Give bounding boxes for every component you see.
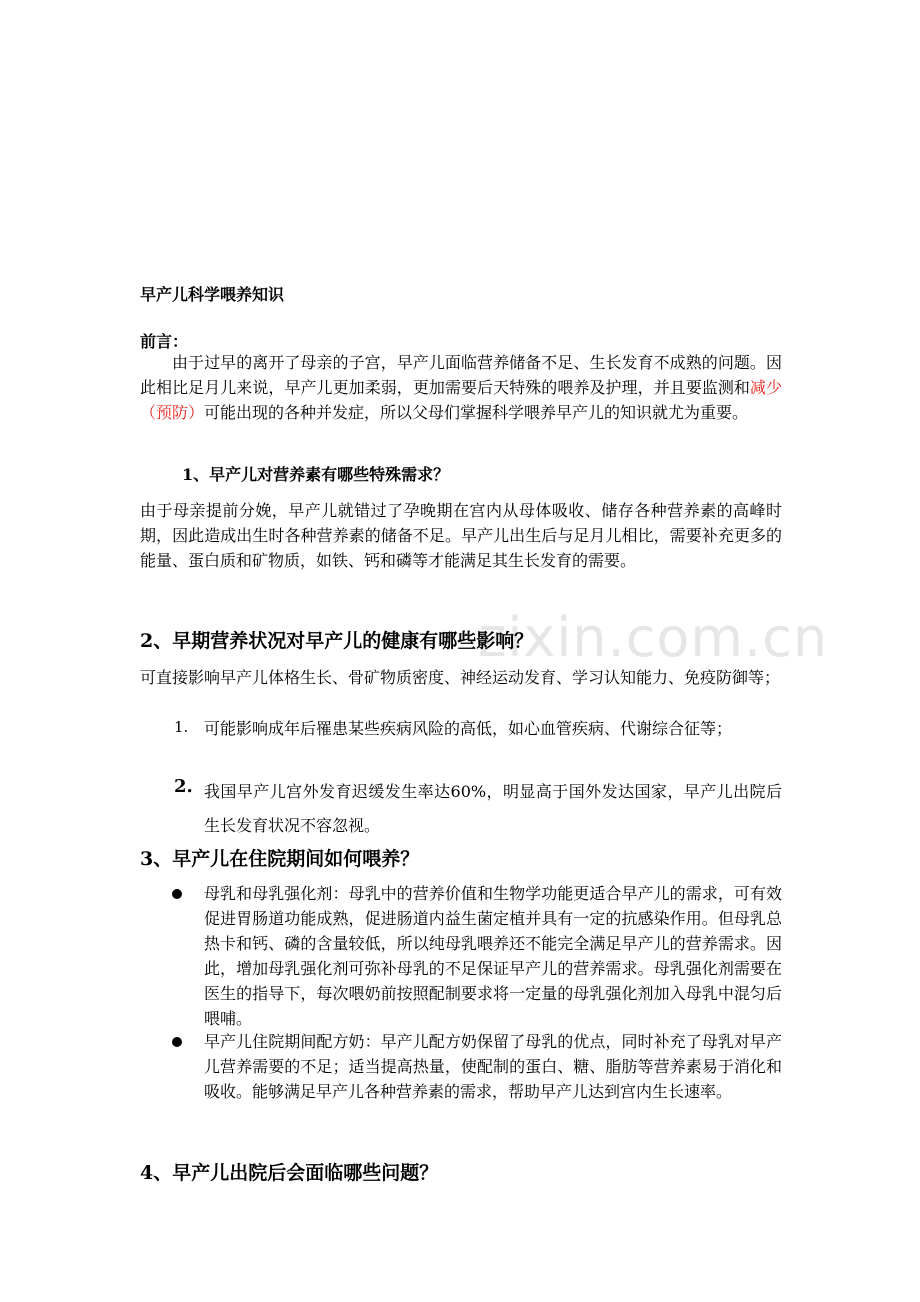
- list-number: 2.: [174, 776, 193, 797]
- section3-bullet-item: [140, 1029, 782, 1104]
- bullet-item-text: 母乳和母乳强化剂：母乳中的营养价值和生物学功能更适合早产儿的需求，可有效促进胃肠道功能成熟，促进肠道内益生菌定植并具有一定的抗感染作用。但母乳总热卡和钙、磷的含量较低，所以纯母乳喂养还不能完全满足早产儿的营养需求。因此，增加母乳强化剂可弥补母乳的不足保证早产儿的营养需求。母乳强化剂需要在医生的指导下，每次喂奶前按照配制要求将一定量的母乳强化剂加入母乳中混匀后喂哺。: [204, 884, 782, 1028]
- section4-heading: 4、早产儿出院后会面临哪些问题？: [140, 1162, 439, 1184]
- watermark: zixin.com.cn: [478, 606, 829, 669]
- preface-text-before: 由于过早的离开了母亲的子宫，早产儿面临营养储备不足、生长发育不成熟的问题。因此相比足月儿来说，早产儿更加柔弱，更加需要后天特殊的喂养及护理，并且要监测和: [140, 353, 782, 397]
- section3-bullet-item: [140, 881, 782, 1031]
- list-number: 1.: [174, 718, 189, 736]
- preface-text-after: 可能出现的各种并发症，所以父母们掌握科学喂养早产儿的知识就尤为重要。: [204, 403, 749, 422]
- section2-list-item: [140, 775, 782, 843]
- section2-heading: 2、早期营养状况对早产儿的健康有哪些影响？: [140, 630, 534, 652]
- bullet-icon: [172, 889, 182, 899]
- preface-label: 前言：: [140, 332, 189, 351]
- section1-heading: 1、早产儿对营养素有哪些特殊需求？: [182, 465, 450, 484]
- document-title: 早产儿科学喂养知识: [140, 285, 285, 304]
- bullet-icon: [172, 1037, 182, 1047]
- list-item-text: 可能影响成年后罹患某些疾病风险的高低，如心血管疾病、代谢综合征等；: [204, 719, 733, 738]
- preface-highlight: 减少（预防）: [140, 378, 782, 422]
- section2-list-item: [140, 716, 782, 741]
- section2-paragraph: 可直接影响早产儿体格生长、骨矿物质密度、神经运动发育、学习认知能力、免疫防御等；: [140, 668, 781, 687]
- list-item-text: 我国早产儿宫外发育迟缓发生率达60%，明显高于国外发达国家，早产儿出院后生长发育状况不容忽视。: [204, 782, 782, 835]
- section3-heading: 3、早产儿在住院期间如何喂养？: [140, 848, 420, 870]
- preface-paragraph: [140, 350, 782, 425]
- bullet-item-text: 早产儿住院期间配方奶：早产儿配方奶保留了母乳的优点，同时补充了母乳对早产儿营养需要的不足；适当提高热量，使配制的蛋白、糖、脂肪等营养素易于消化和吸收。能够满足早产儿各种营养素的需求，帮助早产儿达到宫内生长速率。: [204, 1032, 782, 1101]
- section1-paragraph: 由于母亲提前分娩，早产儿就错过了孕晚期在宫内从母体吸收、储存各种营养素的高峰时期，因此造成出生时各种营养素的储备不足。早产儿出生后与足月儿相比，需要补充更多的能量、蛋白质和矿物质，如铁、钙和磷等才能满足其生长发育的需要。: [140, 501, 782, 570]
